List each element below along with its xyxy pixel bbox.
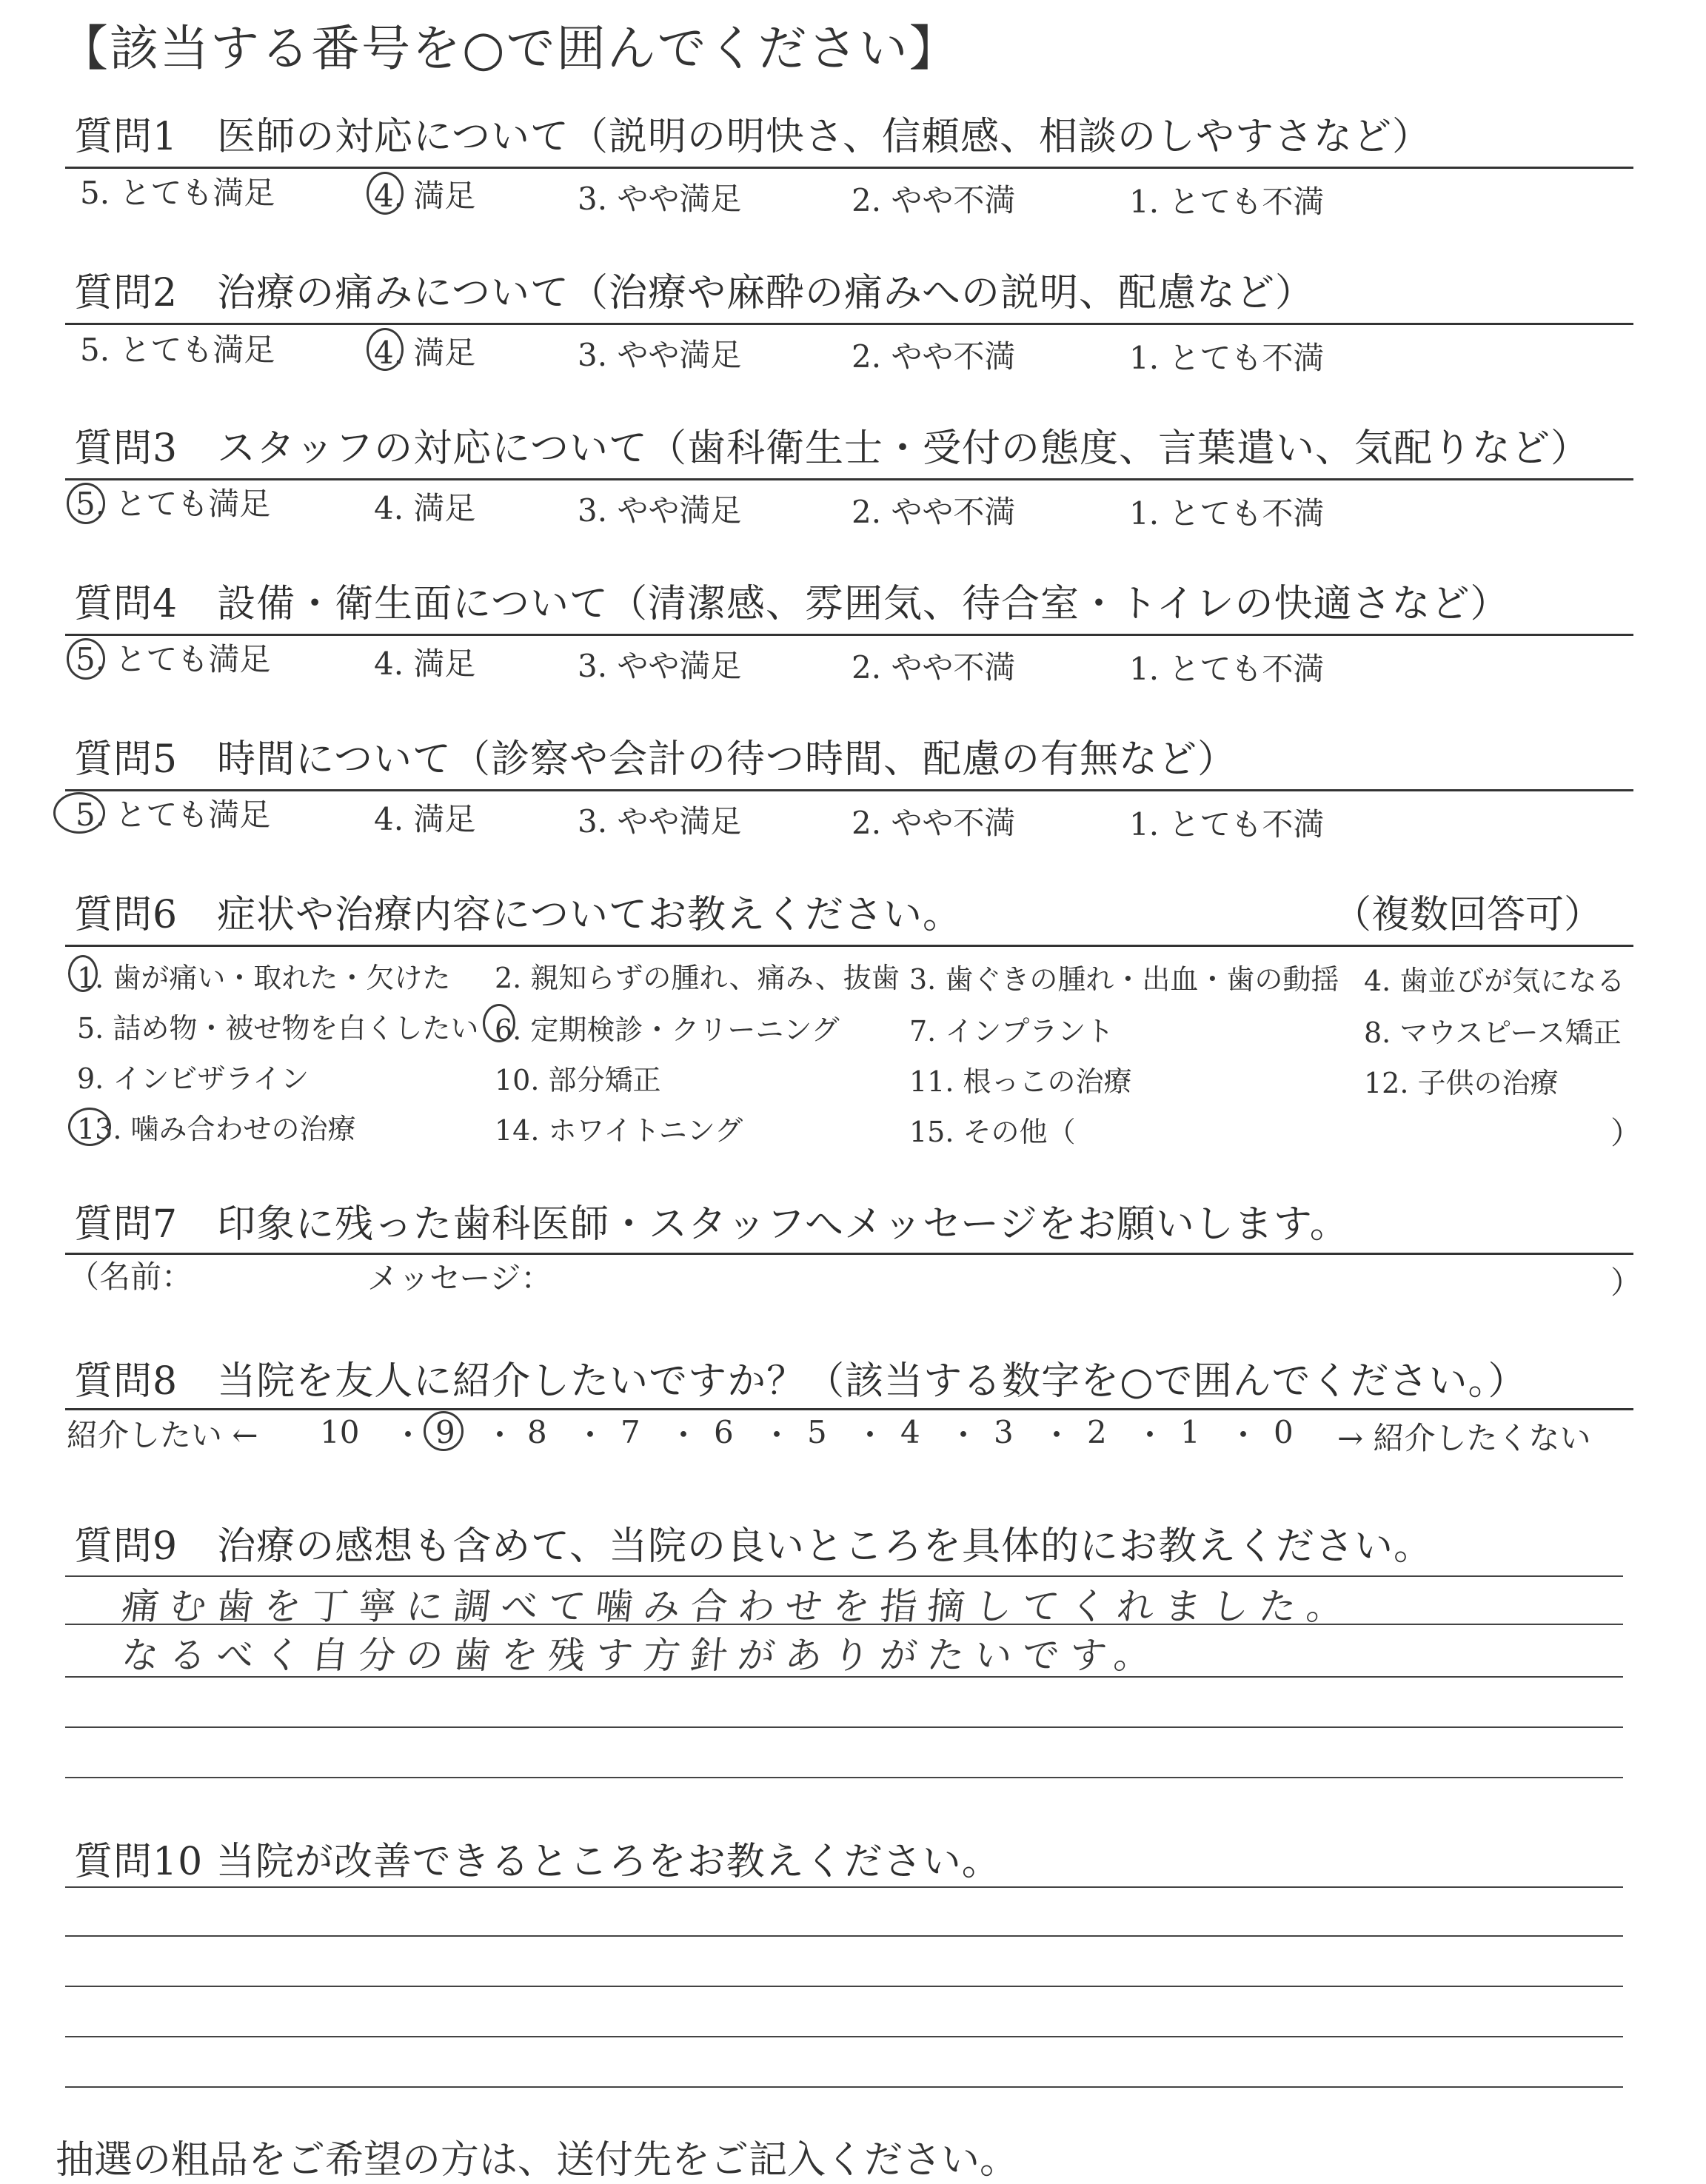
q7-close: ） bbox=[1610, 1264, 1642, 1301]
q6-option-6[interactable]: 6. 定期検診・クリーニング bbox=[495, 1014, 840, 1046]
q6-option-14[interactable]: 14. ホワイトニング bbox=[495, 1114, 743, 1147]
q6-selected-circle-1 bbox=[68, 955, 98, 992]
q8-dot: ・ bbox=[1228, 1417, 1260, 1453]
q4-option-3[interactable]: 3. やや満足 bbox=[578, 648, 742, 684]
q8-right-label: → 紹介したくない bbox=[1337, 1420, 1591, 1456]
q4-option-2[interactable]: 2. やや不満 bbox=[852, 649, 1016, 686]
q5-option-5[interactable]: 5. とても満足 bbox=[76, 797, 271, 833]
q8-score-5[interactable]: 5 bbox=[807, 1414, 827, 1450]
q6-selected-circle-6 bbox=[483, 1004, 515, 1042]
q8-dot: ・ bbox=[668, 1417, 700, 1453]
q4-selected-circle bbox=[67, 638, 105, 680]
q8-score-8[interactable]: 8 bbox=[527, 1414, 547, 1450]
q5-option-4[interactable]: 4. 満足 bbox=[374, 801, 476, 837]
q2-selected-circle bbox=[367, 328, 404, 371]
q2-option-1[interactable]: 1. とても不満 bbox=[1129, 340, 1325, 376]
q10-answer-line bbox=[65, 2086, 1623, 2088]
q9-handwritten-answer-1: 痛む歯を丁寧に調べて噛み合わせを指摘してくれました。 bbox=[119, 1585, 1357, 1628]
q6-option-1[interactable]: 1. 歯が痛い・取れた・欠けた bbox=[77, 962, 451, 994]
q8-score-0[interactable]: 0 bbox=[1274, 1414, 1294, 1450]
q1-option-3[interactable]: 3. やや満足 bbox=[578, 181, 742, 217]
q10-answer-line bbox=[65, 1986, 1623, 1987]
question-2-rule bbox=[65, 323, 1633, 325]
q3-option-1[interactable]: 1. とても不満 bbox=[1129, 495, 1325, 532]
q9-answer-line bbox=[65, 1777, 1623, 1778]
q8-dot: ・ bbox=[761, 1417, 793, 1453]
q10-answer-line bbox=[65, 2036, 1623, 2037]
question-2-title: 質問2 治療の痛みについて（治療や麻酔の痛みへの説明、配慮など） bbox=[74, 271, 1315, 315]
question-3-title: 質問3 スタッフの対応について（歯科衛生士・受付の態度、言葉遣い、気配りなど） bbox=[74, 426, 1590, 471]
q8-dot: ・ bbox=[1134, 1417, 1166, 1453]
q6-option-4[interactable]: 4. 歯並びが気になる bbox=[1364, 965, 1625, 997]
q4-option-5[interactable]: 5. とても満足 bbox=[76, 641, 271, 677]
q5-option-2[interactable]: 2. やや不満 bbox=[852, 805, 1016, 841]
q5-option-1[interactable]: 1. とても不満 bbox=[1129, 806, 1325, 843]
q2-option-5[interactable]: 5. とても満足 bbox=[80, 332, 275, 368]
q6-option-9[interactable]: 9. インビザライン bbox=[77, 1062, 310, 1095]
q6-option-11[interactable]: 11. 根っこの治療 bbox=[909, 1065, 1132, 1098]
question-9-title: 質問9 治療の感想も含めて、当院の良いところを具体的にお教えください。 bbox=[74, 1524, 1434, 1569]
q3-option-5[interactable]: 5. とても満足 bbox=[76, 486, 271, 522]
q9-answer-line bbox=[65, 1624, 1623, 1625]
q8-score-9[interactable]: 9 bbox=[435, 1414, 455, 1450]
q9-answer-line bbox=[65, 1726, 1623, 1728]
q3-selected-circle bbox=[67, 483, 105, 524]
q8-score-2[interactable]: 2 bbox=[1087, 1414, 1107, 1450]
question-3-rule bbox=[65, 478, 1633, 480]
q6-selected-circle-13 bbox=[68, 1108, 111, 1146]
question-10-title: 質問10 当院が改善できるところをお教えください。 bbox=[74, 1840, 1001, 1884]
question-5-rule bbox=[65, 789, 1633, 791]
q8-dot: ・ bbox=[484, 1417, 516, 1453]
footer-note: 抽選の粗品をご希望の方は、送付先をご記入ください。 bbox=[56, 2138, 1019, 2183]
q7-message-label: メッセージ： bbox=[367, 1260, 552, 1296]
q8-left-label: 紹介したい ← bbox=[67, 1417, 258, 1453]
question-6-note: （複数回答可） bbox=[1332, 893, 1602, 937]
q5-selected-circle bbox=[53, 792, 105, 834]
question-7-rule bbox=[65, 1253, 1633, 1255]
q2-option-2[interactable]: 2. やや不満 bbox=[852, 338, 1016, 375]
q4-option-4[interactable]: 4. 満足 bbox=[374, 646, 476, 682]
question-4-rule bbox=[65, 634, 1633, 636]
q8-score-6[interactable]: 6 bbox=[714, 1414, 734, 1450]
q5-option-3[interactable]: 3. やや満足 bbox=[578, 803, 742, 840]
q8-score-7[interactable]: 7 bbox=[620, 1414, 640, 1450]
q6-option-12[interactable]: 12. 子供の治療 bbox=[1364, 1067, 1559, 1099]
q8-selected-circle bbox=[424, 1411, 464, 1451]
q6-option-13[interactable]: 13. 噛み合わせの治療 bbox=[77, 1113, 356, 1145]
q8-score-10[interactable]: 10 bbox=[320, 1414, 360, 1450]
question-5-title: 質問5 時間について（診察や会計の待つ時間、配慮の有無など） bbox=[74, 737, 1237, 782]
q9-handwritten-answer-2: なるべく自分の歯を残す方針がありがたいです。 bbox=[119, 1634, 1164, 1677]
question-4-title: 質問4 設備・衛生面について（清潔感、雰囲気、待合室・トイレの快適さなど） bbox=[74, 582, 1510, 626]
q6-option-7[interactable]: 7. インプラント bbox=[909, 1015, 1114, 1048]
q8-dot: ・ bbox=[948, 1417, 980, 1453]
q8-dot: ・ bbox=[575, 1417, 606, 1453]
q1-option-2[interactable]: 2. やや不満 bbox=[852, 182, 1016, 218]
q3-option-2[interactable]: 2. やや不満 bbox=[852, 494, 1016, 530]
question-6-title: 質問6 症状や治療内容についてお教えください。 bbox=[74, 893, 963, 937]
question-8-title: 質問8 当院を友人に紹介したいですか？（該当する数字を○で囲んでください。） bbox=[74, 1359, 1528, 1404]
q1-option-5[interactable]: 5. とても満足 bbox=[80, 175, 275, 211]
q4-option-1[interactable]: 1. とても不満 bbox=[1129, 651, 1325, 687]
question-7-title: 質問7 印象に残った歯科医師・スタッフへメッセージをお願いします。 bbox=[74, 1202, 1349, 1247]
q8-dot: ・ bbox=[392, 1417, 424, 1453]
q8-score-4[interactable]: 4 bbox=[900, 1414, 920, 1450]
q8-score-1[interactable]: 1 bbox=[1180, 1414, 1200, 1450]
q6-option-5[interactable]: 5. 詰め物・被せ物を白くしたい bbox=[77, 1012, 479, 1045]
q2-option-4[interactable]: 4. 満足 bbox=[374, 335, 476, 371]
q8-dot: ・ bbox=[1041, 1417, 1073, 1453]
q1-option-4[interactable]: 4. 満足 bbox=[374, 178, 476, 214]
q1-option-1[interactable]: 1. とても不満 bbox=[1129, 184, 1325, 220]
question-1-title: 質問1 医師の対応について（説明の明快さ、信頼感、相談のしやすさなど） bbox=[74, 115, 1431, 159]
q1-selected-circle bbox=[367, 172, 404, 215]
q6-option-8[interactable]: 8. マウスピース矯正 bbox=[1364, 1016, 1622, 1049]
q10-answer-line bbox=[65, 1886, 1623, 1888]
q3-option-4[interactable]: 4. 満足 bbox=[374, 490, 476, 526]
q8-dot: ・ bbox=[854, 1417, 886, 1453]
q6-option-10[interactable]: 10. 部分矯正 bbox=[495, 1064, 661, 1096]
q2-option-3[interactable]: 3. やや満足 bbox=[578, 337, 742, 373]
question-6-rule bbox=[65, 945, 1633, 947]
q10-answer-line bbox=[65, 1935, 1623, 1937]
q6-option-3[interactable]: 3. 歯ぐきの腫れ・出血・歯の動揺 bbox=[909, 963, 1339, 996]
q3-option-3[interactable]: 3. やや満足 bbox=[578, 492, 742, 529]
q6-option-2[interactable]: 2. 親知らずの腫れ、痛み、抜歯 bbox=[495, 962, 900, 994]
q9-answer-line bbox=[65, 1676, 1623, 1678]
q8-score-3[interactable]: 3 bbox=[994, 1414, 1014, 1450]
question-1-rule bbox=[65, 167, 1633, 169]
q7-name-label: （名前： bbox=[68, 1259, 193, 1295]
q6-option-15[interactable]: 15. その他（ bbox=[909, 1116, 1076, 1148]
q6-other-close: ） bbox=[1610, 1115, 1642, 1151]
question-8-rule bbox=[65, 1408, 1633, 1410]
page-header: 【該当する番号を○で囲んでください】 bbox=[59, 20, 960, 77]
